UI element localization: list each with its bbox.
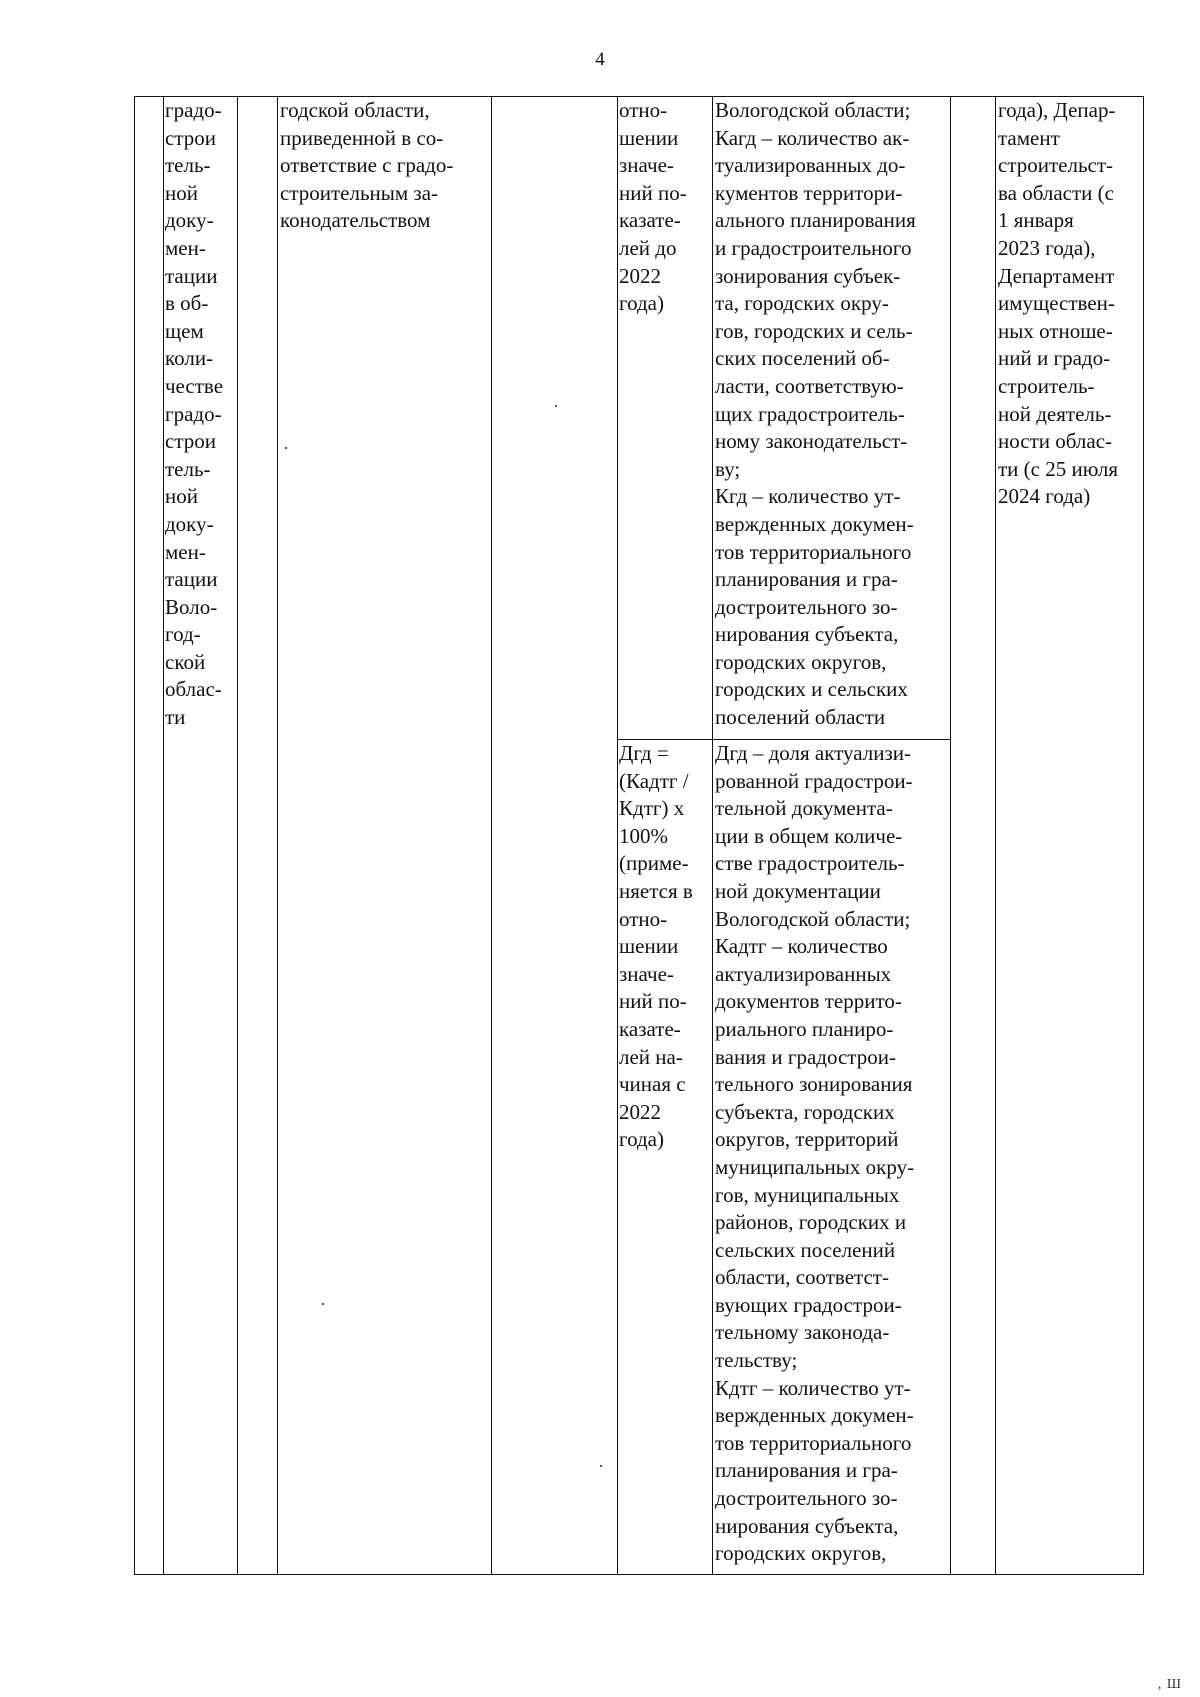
table-cell-definition: годской области, приведенной в со- ответствие с градо- строительным за- конодательством <box>278 97 492 1575</box>
table-cell-formula-legend: Дгд – доля актуализи- рованной градострои- тельной документа- ции в общем количе- стве градостроитель- ной документации Вологодской области; Кадтг – количество актуализированных документов террито- риального планиро- вания и градострои- тельного зонирования субъекта, городских округов, территорий муниципальных окру- гов, муниципальных районов, городских и сельских поселений области, соответст- вующих градострои- тельному законода- тельству; Кдтг – количество ут- вержденных докумен- тов территориального планирования и гра- достроительного зо- нирования субъекта, городских округов, <box>713 740 951 1575</box>
scan-corner-mark: , Ш <box>1157 1677 1182 1692</box>
scan-speck <box>285 447 287 449</box>
scan-speck <box>600 1465 602 1467</box>
table-cell-responsible: года), Депар- тамент строительст- ва области (с 1 января 2023 года), Департамент имуществен- ных отноше- ний и градо- строитель- ной деятель- ности облас- ти (с 25 июля 2024 года) <box>996 97 1144 1575</box>
scan-speck <box>322 1303 324 1305</box>
table-cell-source <box>951 97 996 1575</box>
table-cell-method <box>492 97 618 1575</box>
table-cell-index <box>135 97 164 1575</box>
table-row <box>135 97 1144 740</box>
table-cell-formula-legend: Вологодской области; Кагд – количество ак- туализированных до- кументов территори- ального планирования и градостроительного зонирования субъек- та, городских окру- гов, городских и сель- ских поселений об- ласти, соответствую- щих градостроитель- ному законодательст- ву; Кгд – количество ут- вержденных докумен- тов территориального планирования и гра- достроительного зо- нирования субъекта, городских округов, городских и сельских поселений области <box>713 97 951 740</box>
scan-speck <box>555 405 557 407</box>
indicator-table <box>134 96 1144 1575</box>
table-cell-indicator-name: градо- строи тель- ной доку- мен- тации в об- щем коли- честве градо- строи тель- ной доку- мен- тации Воло- год- ской облас- ти <box>164 97 238 1575</box>
table-cell-unit <box>238 97 278 1575</box>
table-cell-formula: Дгд = (Кадтг / Кдтг) х 100% (приме- няется в отно- шении значе- ний по- казате- лей на- чиная с 2022 года) <box>618 740 713 1575</box>
table-cell-formula: отно- шении значе- ний по- казате- лей до 2022 года) <box>618 97 713 740</box>
page-number: 4 <box>595 49 605 70</box>
